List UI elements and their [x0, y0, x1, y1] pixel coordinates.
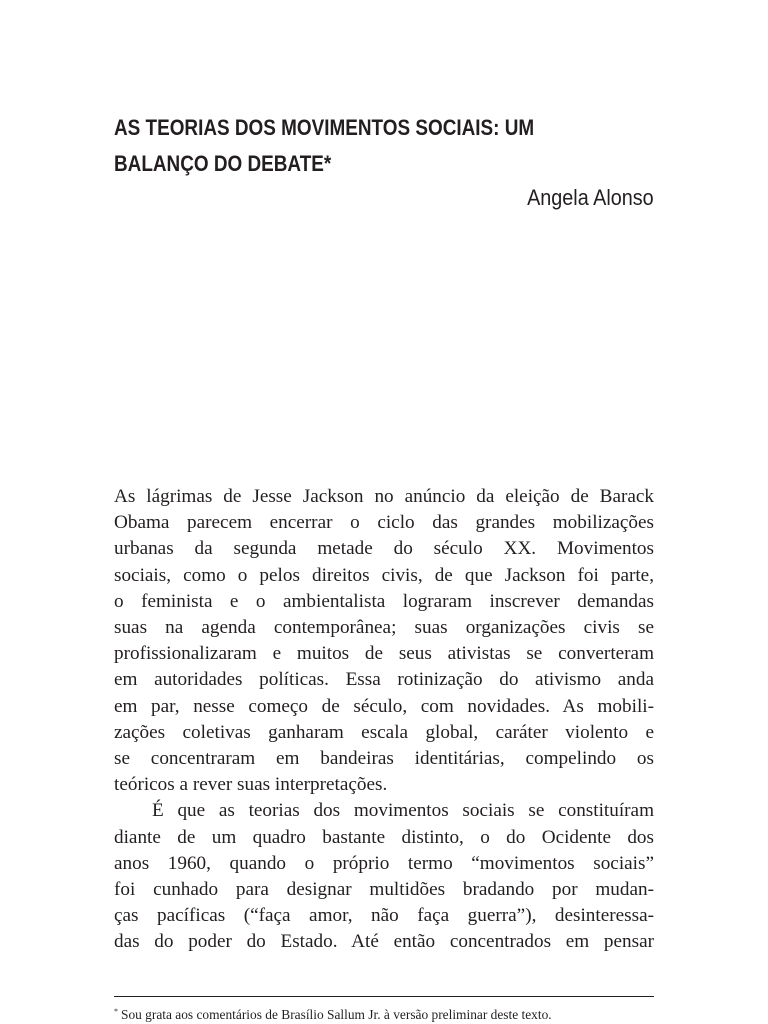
body-line: zações coletivas ganharam escala global, caráter violento e: [114, 721, 654, 743]
body-line: ças pacíficas (“faça amor, não faça guerra”), desinteressa-: [114, 905, 654, 927]
body-line: sociais, como o pelos direitos civis, de que Jackson foi parte,: [114, 564, 654, 586]
chapter-title-line-1: AS TEORIAS DOS MOVIMENTOS SOCIAIS: UM: [114, 115, 535, 140]
footnote: [114, 1003, 654, 1024]
body-line: em par, nesse começo de século, com novidades. As mobili-: [114, 695, 654, 717]
body-line: teóricos a rever suas interpretações.: [114, 774, 388, 796]
body-line: anos 1960, quando o próprio termo “movimentos sociais”: [114, 852, 654, 874]
body-line: É que as teorias dos movimentos sociais se constituíram: [152, 800, 654, 822]
body-line: As lágrimas de Jesse Jackson no anúncio da eleição de Barack: [114, 486, 654, 507]
body-line: suas na agenda contemporânea; suas organizações civis se: [114, 617, 654, 639]
chapter-title-line-2: BALANÇO DO DEBATE*: [114, 151, 332, 176]
body-line: se concentraram em bandeiras identitárias, compelindo os: [114, 748, 654, 770]
body-line: urbanas da segunda metade do século XX. Movimentos: [114, 538, 654, 560]
body-line: o feminista e o ambientalista lograram inscrever demandas: [114, 590, 654, 612]
body-line: das do poder do Estado. Até então concentrados em pensar: [114, 931, 654, 953]
body-text: [114, 484, 654, 956]
footnote-text: Sou grata aos comentários de Brasílio Sallum Jr. à versão preliminar deste texto.: [121, 1007, 552, 1022]
footnote-marker: *: [114, 1007, 118, 1016]
chapter-title: [114, 110, 578, 182]
body-line: em autoridades políticas. Essa rotinização do ativismo anda: [114, 669, 654, 691]
author-name: Angela Alonso: [527, 185, 654, 210]
body-line: diante de um quadro bastante distinto, o do Ocidente dos: [114, 826, 654, 848]
footnote-divider: [114, 996, 654, 997]
body-line: foi cunhado para designar multidões bradando por mudan-: [114, 879, 654, 901]
body-line: Obama parecem encerrar o ciclo das grandes mobilizações: [114, 512, 654, 534]
body-line: profissionalizaram e muitos de seus ativistas se converteram: [114, 643, 654, 665]
